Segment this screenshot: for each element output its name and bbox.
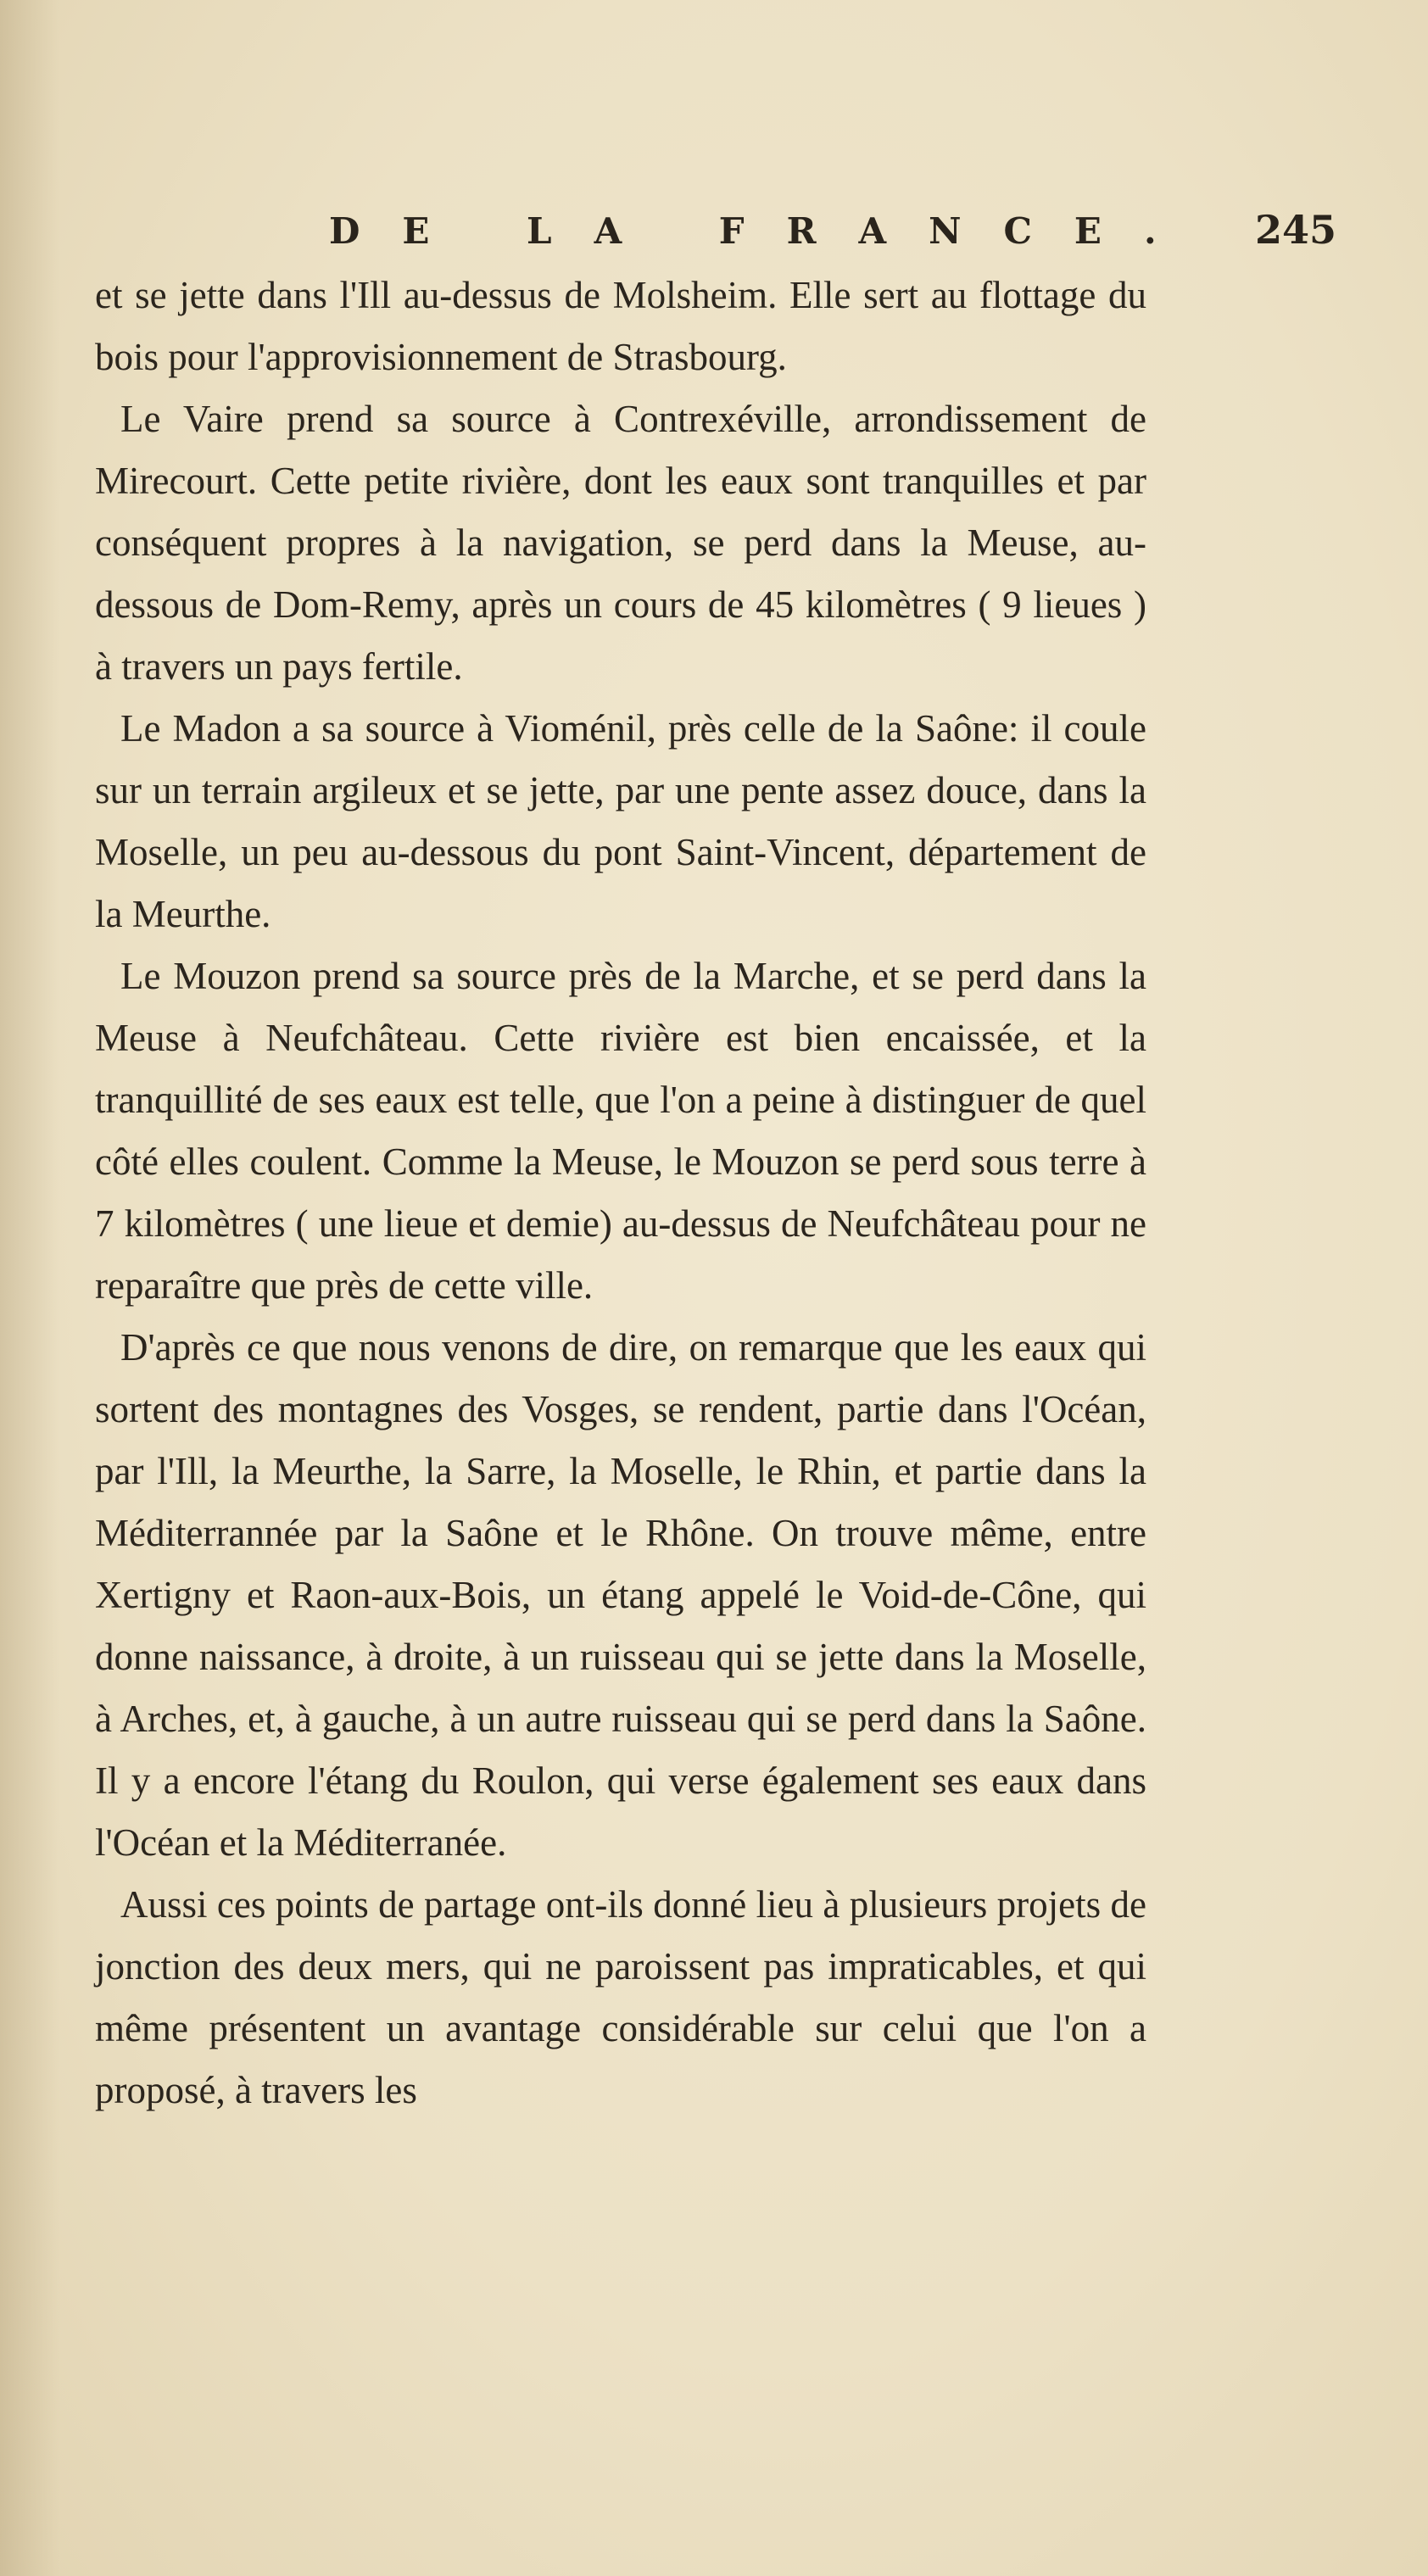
paragraph-watersheds: D'après ce que nous venons de dire, on remarque que les eaux qui sortent des montagnes des Vosges, se rendent, partie dans l'Océan, par l'Ill, la Meurthe, la Sarre, la Moselle, le Rhin, et partie dans la Méditerrannée par la Saône et le Rhône. On trouve même, entre Xertigny et Raon-aux-Bois, un étang appelé le Void-de-Cône, qui donne naissance, à droite, à un ruisseau qui se jette dans la Moselle, à Arches, et, à gauche, à un autre ruisseau qui se perd dans la Saône. Il y a encore l'étang du Roulon, qui verse également ses eaux dans l'Océan et la Méditerranée.: [95, 1326, 1146, 1864]
paragraph-vaire: Le Vaire prend sa source à Contrexéville, arrondissement de Mirecourt. Cette petite rivière, dont les eaux sont tranquilles et par conséquent propres à la navigation, se perd dans la Meuse, au-dessous de Dom-Remy, après un cours de 45 kilomètres ( 9 lieues ) à travers un pays fertile.: [95, 398, 1146, 688]
page-number: 245: [1254, 207, 1336, 253]
paragraph-canal-projects: Aussi ces points de partage ont-ils donné lieu à plusieurs projets de jonction des deux mers, qui ne paroissent pas impraticables, et qui même présentent un avantage considérable sur celui que l'on a proposé, à travers les: [95, 1883, 1146, 2111]
paragraph-madon: Le Madon a sa source à Vioménil, près celle de la Saône: il coule sur un terrain argileux et se jette, par une pente assez douce, dans la Moselle, un peu au-dessous du pont Saint-Vincent, département de la Meurthe.: [95, 707, 1146, 935]
body-text: [95, 265, 1146, 2122]
running-head-title: DE LA FRANCE.: [329, 210, 1199, 252]
paragraph-mouzon: Le Mouzon prend sa source près de la Marche, et se perd dans la Meuse à Neufchâteau. Cette rivière est bien encaissée, et la tranquillité de ses eaux est telle, que l'on a peine à distinguer de quel côté elles coulent. Comme la Meuse, le Mouzon se perd sous terre à 7 kilomètres ( une lieue et demie) au-dessus de Neufchâteau pour ne reparaître que près de cette ville.: [95, 955, 1146, 1307]
paragraph-continuation: et se jette dans l'Ill au-dessus de Molsheim. Elle sert au flottage du bois pour l'approvisionnement de Strasbourg.: [95, 274, 1146, 378]
running-head: [270, 207, 1336, 270]
